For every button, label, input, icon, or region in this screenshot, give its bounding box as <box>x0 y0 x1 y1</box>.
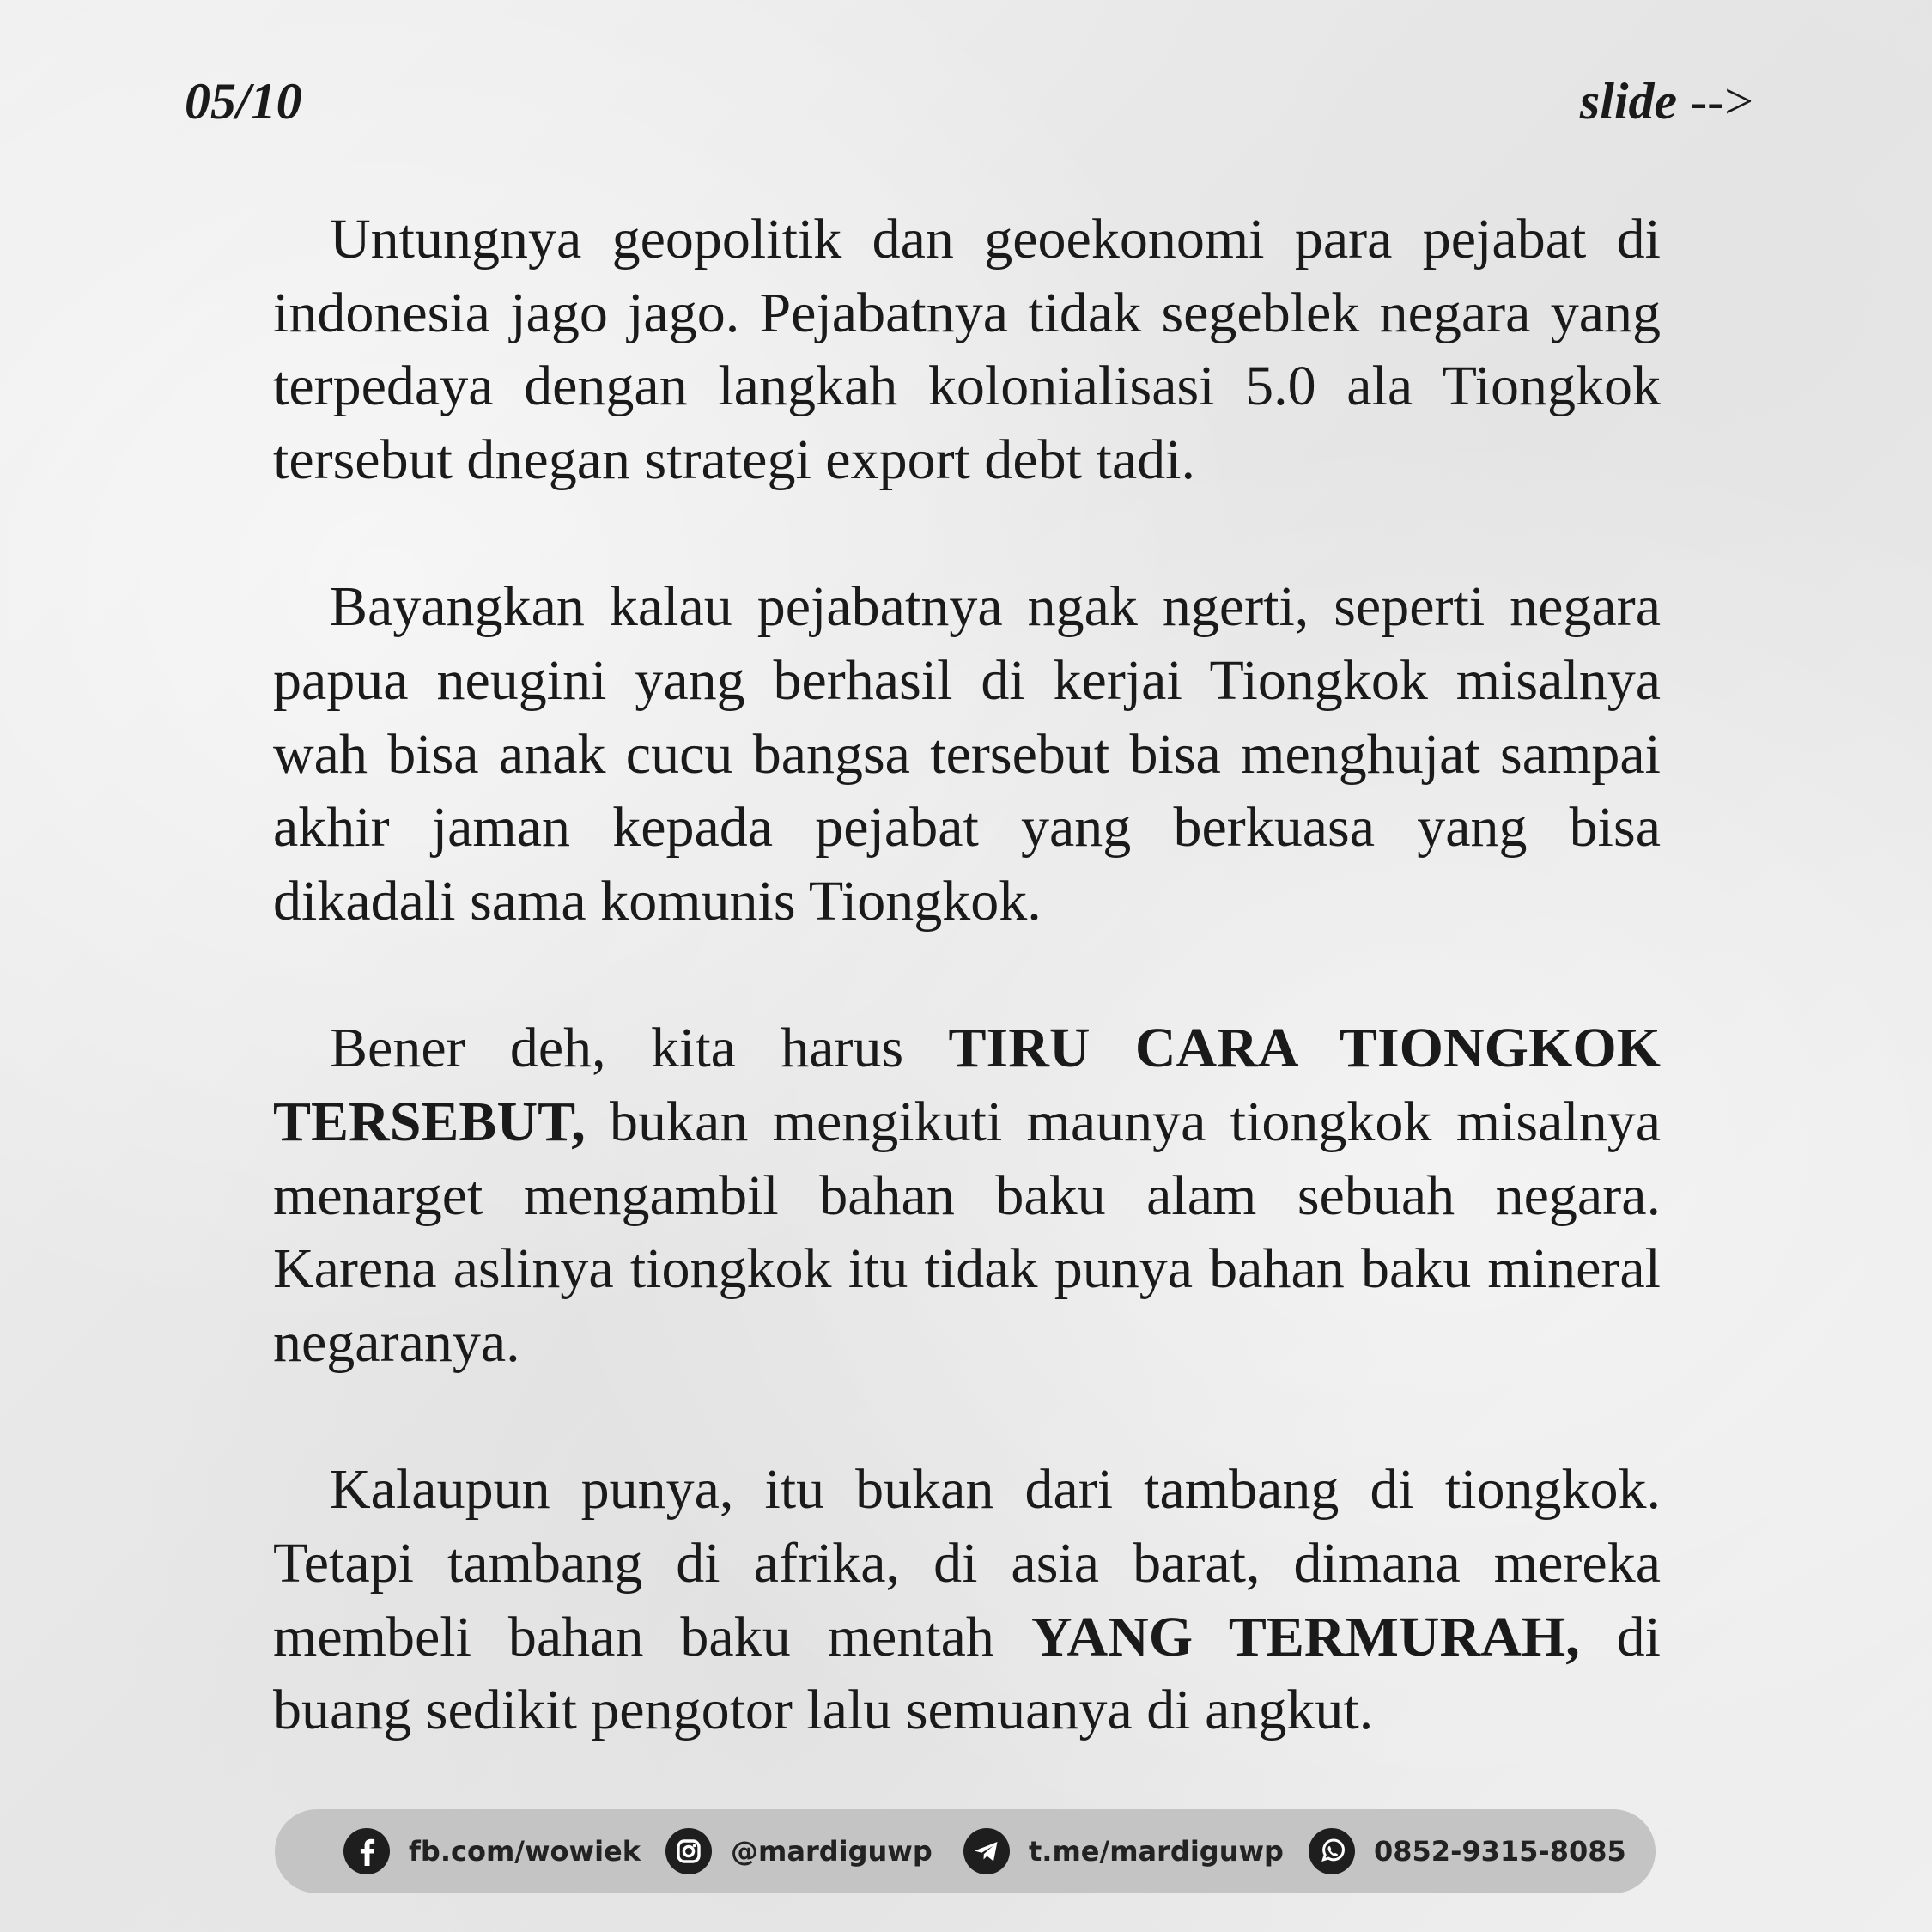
paragraph-text: Bener deh, kita harus <box>330 1017 949 1080</box>
instagram-icon <box>665 1828 712 1874</box>
article-body <box>273 203 1661 1821</box>
paragraph-text: Bayangkan kalau pejabatnya ngak ngerti, seperti negara papua neugini yang berhasil di kerjai Tiongkok misalnya wah bisa anak cucu bangsa tersebut bisa menghujat sampai akhir jaman kepada pejabat yang berkuasa yang bisa dikadali sama komunis Tiongkok. <box>273 575 1661 933</box>
paragraph <box>273 203 1661 496</box>
paragraph <box>273 1453 1661 1747</box>
telegram-icon <box>963 1828 1010 1874</box>
slide-hint-word: slide <box>1579 73 1678 130</box>
page-number: 05/10 <box>185 73 302 130</box>
slide-hint <box>1579 73 1753 130</box>
social-whatsapp[interactable] <box>1309 1809 1626 1893</box>
paragraph-text: di buang sedikit pengotor lalu semuanya di angkut. <box>273 1605 1661 1742</box>
paragraph-text: bukan mengikuti maunya tiongkok misalnya menarget mengambil bahan baku alam sebuah negara. Karena aslinya tiongkok itu tidak punya bahan baku mineral negaranya. <box>273 1090 1661 1374</box>
slide-hint-arrow: --> <box>1677 73 1753 130</box>
social-label: t.me/mardiguwp <box>1029 1835 1284 1868</box>
social-footer-bar <box>275 1809 1656 1893</box>
paragraph <box>273 1012 1661 1379</box>
paragraph-emphasis: YANG TERMURAH, <box>1030 1605 1580 1668</box>
social-facebook[interactable] <box>343 1809 641 1893</box>
social-label: @mardiguwp <box>731 1835 933 1868</box>
social-instagram[interactable] <box>665 1809 933 1893</box>
whatsapp-icon <box>1309 1828 1355 1874</box>
paragraph-text: Kalaupun punya, itu bukan dari tambang di tiongkok. Tetapi tambang di afrika, di asia barat, dimana mereka membeli bahan baku mentah <box>273 1458 1661 1668</box>
social-label: 0852-9315-8085 <box>1374 1835 1626 1868</box>
paragraph-text: Untungnya geopolitik dan geoekonomi para pejabat di indonesia jago jago. Pejabatnya tidak segeblek negara yang terpedaya dengan langkah kolonialisasi 5.0 ala Tiongkok tersebut dnegan strategi export debt tadi. <box>273 208 1661 491</box>
paragraph <box>273 570 1661 938</box>
social-label: fb.com/wowiek <box>409 1835 641 1868</box>
paragraph-emphasis: TIRU CARA TIONGKOK TERSEBUT, <box>273 1017 1661 1153</box>
facebook-icon <box>343 1828 390 1874</box>
social-telegram[interactable] <box>963 1809 1284 1893</box>
